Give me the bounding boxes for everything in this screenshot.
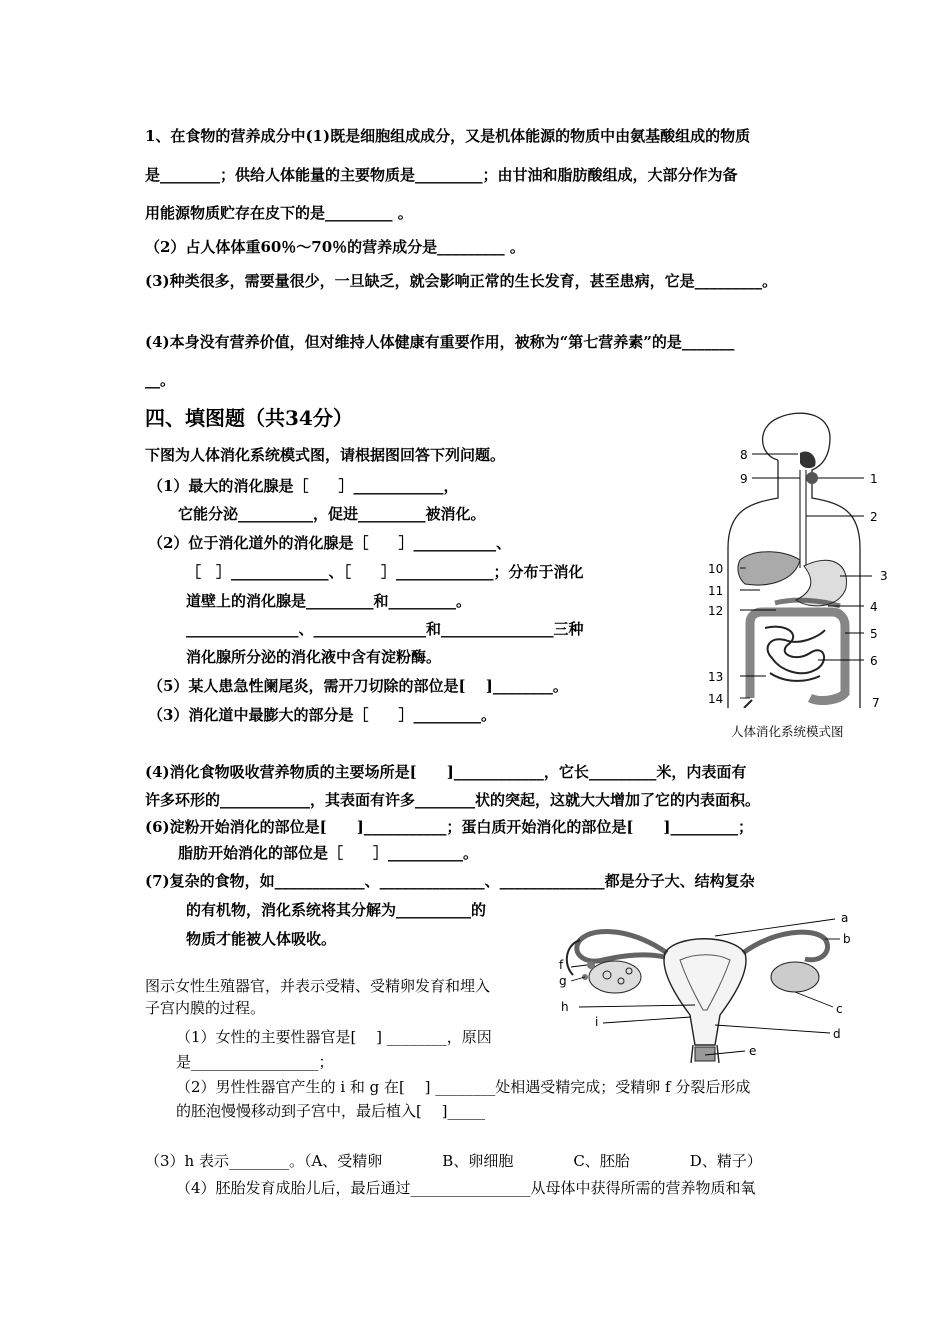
fig-label: 9 xyxy=(740,472,748,486)
repro-intro-line1: 图示女性生殖器官，并表示受精、受精卵发育和埋入 xyxy=(145,977,491,995)
repro-q1-line2: 是_________________； xyxy=(176,1053,334,1071)
figure-caption: 人体消化系统模式图 xyxy=(731,724,844,739)
q4b-line2: 许多环形的____________，其表面有许多________状的突起，这就大大增加了它的内表面积。 xyxy=(145,791,761,809)
q7-line3: 物质才能被人体吸收。 xyxy=(186,930,337,948)
fig-label: d xyxy=(833,1027,841,1041)
fig-label: f xyxy=(559,958,564,972)
fill-line: （1）最大的消化腺是［ ］____________， xyxy=(148,477,459,495)
fig-label: 14 xyxy=(708,692,724,706)
q6-line2: 脂肪开始消化的部位是［ ］__________。 xyxy=(178,844,479,862)
fig-label: 6 xyxy=(870,654,878,668)
repro-q2-line1: （2）男性性器官产生的 i 和 g 在[ ] ________处相遇受精完成；受精卵 f 分裂后形成 xyxy=(176,1078,751,1096)
fig-label: 5 xyxy=(870,627,878,641)
fig-label: 2 xyxy=(870,510,878,524)
fig-label: 13 xyxy=(708,670,724,684)
fig-label: e xyxy=(749,1044,757,1058)
section4-intro: 下图为人体消化系统模式图，请根据图回答下列问题。 xyxy=(145,446,506,464)
q7-line2: 的有机物，消化系统将其分解为__________的 xyxy=(186,901,487,919)
repro-intro-line2: 子宫内膜的过程。 xyxy=(145,999,266,1017)
repro-q4: （4）胚胎发育成胎儿后，最后通过________________从母体中获得所需的营养物质和氧 xyxy=(176,1179,756,1197)
q1-line1: 1、在食物的营养成分中(1)既是细胞组成成分，又是机体能源的物质中由氨基酸组成的物质 xyxy=(145,127,751,145)
fig-label: 10 xyxy=(708,562,724,576)
fig-label: h xyxy=(561,1000,569,1014)
fig-label: b xyxy=(843,932,851,946)
q1-line2: 是________；供给人体能量的主要物质是_________；由甘油和脂肪酸组成，大部分作为备 xyxy=(145,166,738,184)
repro-q3: （3）h 表示________。（A、受精卵 B、卵细胞 C、胚胎 D、精子） xyxy=(145,1152,762,1170)
section-heading: 四、填图题（共34分） xyxy=(145,406,353,430)
q6-line1: (6)淀粉开始消化的部位是[ ]___________；蛋白质开始消化的部位是[ ]_________； xyxy=(145,818,754,836)
fill-line: （2）位于消化道外的消化腺是［ ］___________、 xyxy=(148,534,511,552)
fig-label: 8 xyxy=(740,448,748,462)
repro-q2-line2: 的胚泡慢慢移动到子宫中，最后植入[ ]_____ xyxy=(176,1102,485,1120)
q4-line2: __。 xyxy=(145,371,176,389)
fill-line: 消化腺所分泌的消化液中含有淀粉酶。 xyxy=(186,648,442,666)
fig-label: 7 xyxy=(872,696,880,708)
fill-line: _______________、_______________和_______________三种 xyxy=(186,620,584,638)
fill-line: 它能分泌__________，促进_________被消化。 xyxy=(178,505,486,523)
fig-label: 12 xyxy=(708,604,724,618)
q4b-line1: (4)消化食物吸收营养物质的主要场所是[ ]____________，它长_________米，内表面有 xyxy=(145,763,747,781)
fill-line: 道壁上的消化腺是_________和_________。 xyxy=(186,592,472,610)
fig-label: g xyxy=(559,974,567,988)
repro-q1-line1: （1）女性的主要性器官是[ ] ________，原因 xyxy=(176,1028,492,1046)
fig-label: 1 xyxy=(870,472,878,486)
fill-line: （5）某人患急性阑尾炎，需开刀切除的部位是[ ]________。 xyxy=(148,677,568,695)
q1-line3: 用能源物质贮存在皮下的是_________ 。 xyxy=(145,204,413,222)
fill-line: （3）消化道中最膨大的部分是［ ］_________。 xyxy=(148,706,496,724)
fig-label: i xyxy=(595,1015,599,1029)
fig-label: 4 xyxy=(870,600,878,614)
female-reproductive-figure xyxy=(555,905,860,1065)
q4-line1: (4)本身没有营养价值，但对维持人体健康有重要作用，被称为“第七营养素”的是_______ xyxy=(145,333,735,351)
fig-label: 11 xyxy=(708,584,724,598)
q7-line1: (7)复杂的食物，如____________、______________、______________都是分子大、结构复杂 xyxy=(145,872,755,890)
fig-label: c xyxy=(836,1002,843,1016)
fig-label: a xyxy=(841,911,849,925)
q3-line: (3)种类很多，需要量很少，一旦缺乏，就会影响正常的生长发育，甚至患病，它是_________。 xyxy=(145,272,778,290)
fig-label: 3 xyxy=(880,569,888,583)
q2-line: （2）占人体体重60％～70％的营养成分是_________ 。 xyxy=(145,238,525,256)
fill-line: ［ ］_____________、［ ］_____________；分布于消化 xyxy=(186,563,584,581)
digestive-system-figure xyxy=(700,408,900,708)
